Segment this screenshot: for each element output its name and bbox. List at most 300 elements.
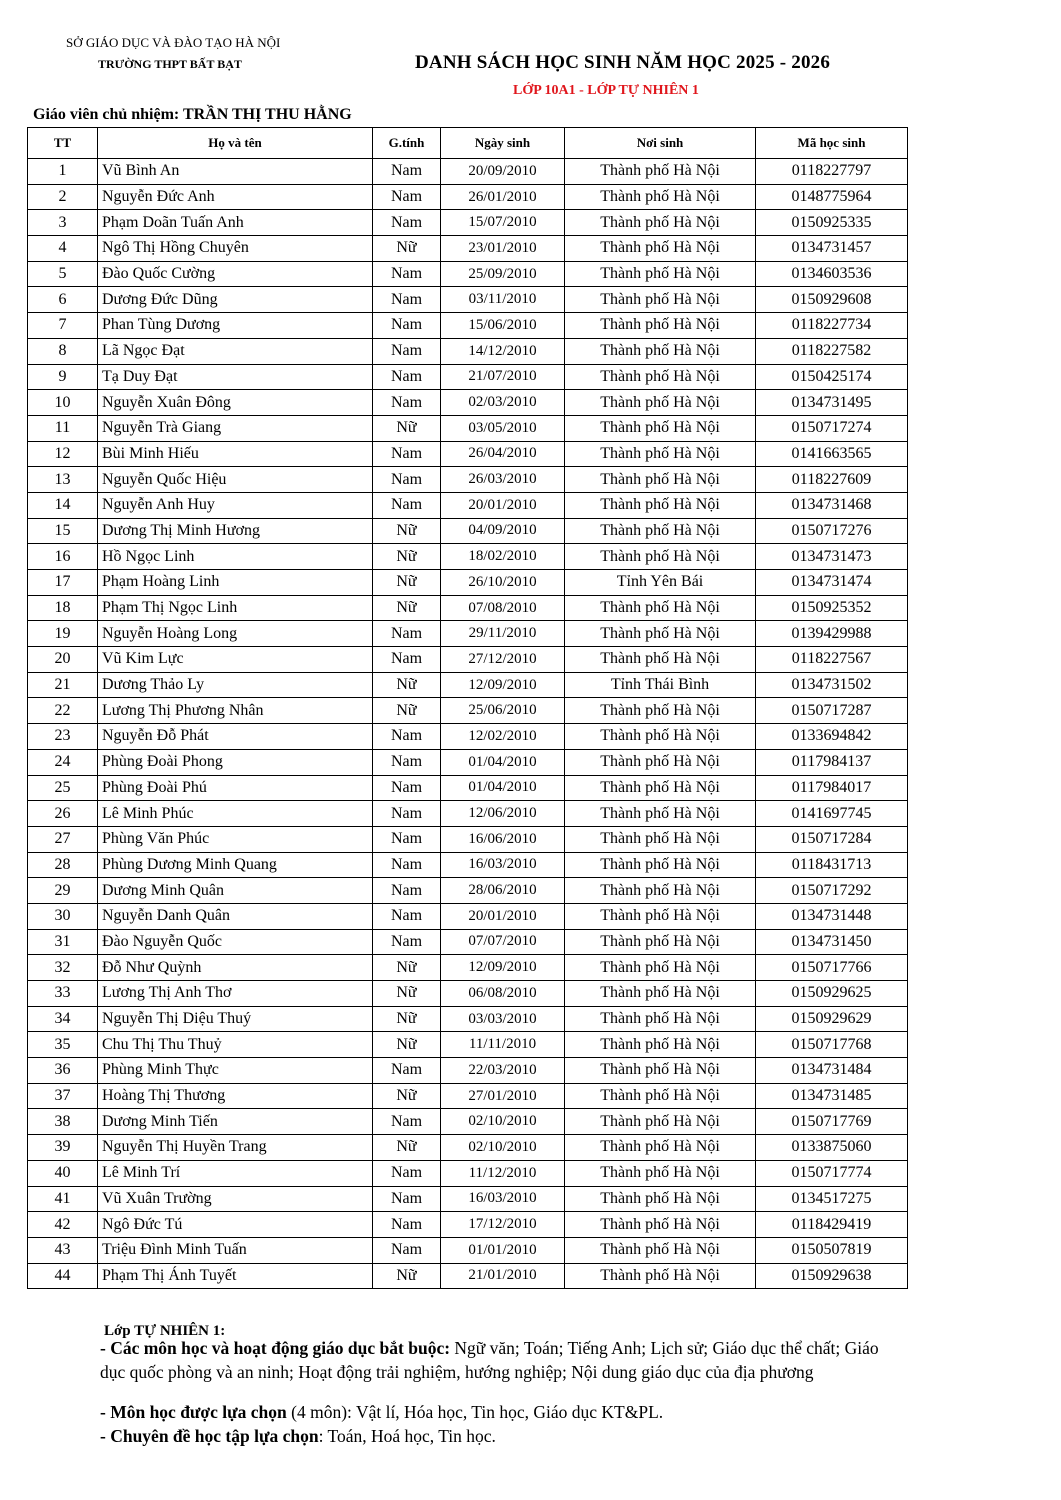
- student-birthdate: 14/12/2010: [441, 338, 565, 364]
- student-index: 41: [28, 1186, 98, 1212]
- table-row: [28, 852, 908, 878]
- student-index: 24: [28, 749, 98, 775]
- student-gender: Nam: [373, 441, 441, 467]
- student-id: 0118227582: [756, 338, 908, 364]
- school-name: TRƯỜNG THPT BẤT BẠT: [98, 57, 242, 71]
- student-gender: Nữ: [373, 595, 441, 621]
- student-birthplace: Thành phố Hà Nội: [565, 775, 756, 801]
- table-row: [28, 1006, 908, 1032]
- student-name: Nguyễn Anh Huy: [98, 492, 373, 518]
- student-index: 18: [28, 595, 98, 621]
- student-index: 12: [28, 441, 98, 467]
- student-name: Nguyễn Thị Diệu Thuý: [98, 1006, 373, 1032]
- student-gender: Nam: [373, 647, 441, 673]
- table-header-row: [28, 128, 908, 159]
- student-birthplace: Thành phố Hà Nội: [565, 1032, 756, 1058]
- student-birthdate: 26/04/2010: [441, 441, 565, 467]
- table-row: [28, 570, 908, 596]
- notes-title: Lớp TỰ NHIÊN 1:: [104, 1323, 226, 1339]
- student-gender: Nam: [373, 775, 441, 801]
- table-row: [28, 801, 908, 827]
- student-id: 0150929638: [756, 1263, 908, 1289]
- student-name: Phùng Đoài Phong: [98, 749, 373, 775]
- student-index: 8: [28, 338, 98, 364]
- table-row: [28, 1135, 908, 1161]
- student-birthplace: Thành phố Hà Nội: [565, 467, 756, 493]
- student-id: 0150717774: [756, 1160, 908, 1186]
- student-birthplace: Thành phố Hà Nội: [565, 1263, 756, 1289]
- student-id: 0134731468: [756, 492, 908, 518]
- table-row: [28, 1237, 908, 1263]
- student-birthplace: Thành phố Hà Nội: [565, 313, 756, 339]
- column-header-student-id: Mã học sinh: [756, 128, 908, 159]
- student-name: Phan Tùng Dương: [98, 313, 373, 339]
- student-id: 0134731457: [756, 236, 908, 262]
- table-row: [28, 878, 908, 904]
- student-id: 0133694842: [756, 724, 908, 750]
- student-name: Đào Quốc Cường: [98, 261, 373, 287]
- student-gender: Nam: [373, 724, 441, 750]
- student-birthplace: Thành phố Hà Nội: [565, 236, 756, 262]
- student-birthdate: 01/04/2010: [441, 749, 565, 775]
- student-index: 26: [28, 801, 98, 827]
- student-birthplace: Thành phố Hà Nội: [565, 595, 756, 621]
- table-row: [28, 338, 908, 364]
- student-birthplace: Thành phố Hà Nội: [565, 929, 756, 955]
- student-id: 0117984017: [756, 775, 908, 801]
- student-gender: Nam: [373, 1186, 441, 1212]
- student-birthdate: 02/03/2010: [441, 390, 565, 416]
- student-index: 29: [28, 878, 98, 904]
- student-birthplace: Thành phố Hà Nội: [565, 415, 756, 441]
- student-birthdate: 01/04/2010: [441, 775, 565, 801]
- student-gender: Nữ: [373, 518, 441, 544]
- table-row: [28, 184, 908, 210]
- table-row: [28, 749, 908, 775]
- student-gender: Nam: [373, 261, 441, 287]
- student-name: Dương Thảo Ly: [98, 672, 373, 698]
- student-birthplace: Thành phố Hà Nội: [565, 1160, 756, 1186]
- table-row: [28, 698, 908, 724]
- table-row: [28, 287, 908, 313]
- student-name: Nguyễn Thị Huyền Trang: [98, 1135, 373, 1161]
- student-gender: Nam: [373, 1109, 441, 1135]
- student-id: 0134731484: [756, 1058, 908, 1084]
- table-row: [28, 1263, 908, 1289]
- student-index: 15: [28, 518, 98, 544]
- student-name: Lương Thị Phương Nhân: [98, 698, 373, 724]
- student-id: 0134731485: [756, 1083, 908, 1109]
- student-id: 0150717292: [756, 878, 908, 904]
- student-id: 0118431713: [756, 852, 908, 878]
- student-name: Phạm Thị Ánh Tuyết: [98, 1263, 373, 1289]
- student-birthplace: Thành phố Hà Nội: [565, 1109, 756, 1135]
- student-birthdate: 11/12/2010: [441, 1160, 565, 1186]
- student-id: 0150717274: [756, 415, 908, 441]
- student-id: 0150925335: [756, 210, 908, 236]
- student-name: Ngô Đức Tú: [98, 1212, 373, 1238]
- student-index: 23: [28, 724, 98, 750]
- student-id: 0150717766: [756, 955, 908, 981]
- student-index: 6: [28, 287, 98, 313]
- student-gender: Nam: [373, 878, 441, 904]
- student-gender: Nữ: [373, 570, 441, 596]
- student-birthdate: 25/06/2010: [441, 698, 565, 724]
- student-index: 3: [28, 210, 98, 236]
- student-birthdate: 22/03/2010: [441, 1058, 565, 1084]
- student-birthdate: 21/07/2010: [441, 364, 565, 390]
- mandatory-subjects-note: [100, 1336, 900, 1396]
- student-id: 0134603536: [756, 261, 908, 287]
- student-name: Lã Ngọc Đạt: [98, 338, 373, 364]
- student-birthdate: 07/08/2010: [441, 595, 565, 621]
- student-birthdate: 06/08/2010: [441, 981, 565, 1007]
- table-row: [28, 518, 908, 544]
- table-row: [28, 929, 908, 955]
- student-birthplace: Thành phố Hà Nội: [565, 390, 756, 416]
- column-header-index: TT: [28, 128, 98, 159]
- elective-subjects-note: [100, 1400, 900, 1424]
- table-row: [28, 1083, 908, 1109]
- student-id: 0118227797: [756, 159, 908, 185]
- table-row: [28, 621, 908, 647]
- table-row: [28, 364, 908, 390]
- student-index: 42: [28, 1212, 98, 1238]
- student-gender: Nam: [373, 467, 441, 493]
- student-id: 0118227567: [756, 647, 908, 673]
- student-birthplace: Thành phố Hà Nội: [565, 647, 756, 673]
- student-id: 0117984137: [756, 749, 908, 775]
- table-row: [28, 467, 908, 493]
- student-name: Hồ Ngọc Linh: [98, 544, 373, 570]
- student-birthplace: Thành phố Hà Nội: [565, 621, 756, 647]
- student-name: Lê Minh Phúc: [98, 801, 373, 827]
- student-birthdate: 07/07/2010: [441, 929, 565, 955]
- student-id: 0134731450: [756, 929, 908, 955]
- department-name: SỞ GIÁO DỤC VÀ ĐÀO TẠO HÀ NỘI: [66, 35, 281, 50]
- student-index: 2: [28, 184, 98, 210]
- student-id: 0134731473: [756, 544, 908, 570]
- student-index: 20: [28, 647, 98, 673]
- table-row: [28, 261, 908, 287]
- student-name: Vũ Xuân Trường: [98, 1186, 373, 1212]
- student-name: Phùng Đoài Phú: [98, 775, 373, 801]
- student-gender: Nữ: [373, 981, 441, 1007]
- student-gender: Nữ: [373, 415, 441, 441]
- student-birthdate: 02/10/2010: [441, 1135, 565, 1161]
- student-id: 0141663565: [756, 441, 908, 467]
- table-row: [28, 981, 908, 1007]
- student-gender: Nam: [373, 749, 441, 775]
- student-name: Dương Minh Quân: [98, 878, 373, 904]
- student-birthplace: Thành phố Hà Nội: [565, 1083, 756, 1109]
- student-index: 5: [28, 261, 98, 287]
- table-row: [28, 647, 908, 673]
- student-id: 0134517275: [756, 1186, 908, 1212]
- student-birthdate: 26/10/2010: [441, 570, 565, 596]
- student-id: 0150929629: [756, 1006, 908, 1032]
- student-birthdate: 29/11/2010: [441, 621, 565, 647]
- table-row: [28, 390, 908, 416]
- student-name: Chu Thị Thu Thuỷ: [98, 1032, 373, 1058]
- student-birthdate: 25/09/2010: [441, 261, 565, 287]
- student-id: 0141697745: [756, 801, 908, 827]
- student-index: 38: [28, 1109, 98, 1135]
- student-birthplace: Thành phố Hà Nội: [565, 159, 756, 185]
- table-row: [28, 1186, 908, 1212]
- student-id: 0134731495: [756, 390, 908, 416]
- student-birthdate: 12/06/2010: [441, 801, 565, 827]
- student-gender: Nữ: [373, 1083, 441, 1109]
- student-name: Nguyễn Đức Anh: [98, 184, 373, 210]
- student-gender: Nữ: [373, 1263, 441, 1289]
- student-birthdate: 23/01/2010: [441, 236, 565, 262]
- student-gender: Nam: [373, 492, 441, 518]
- student-index: 39: [28, 1135, 98, 1161]
- student-name: Dương Thị Minh Hương: [98, 518, 373, 544]
- student-birthplace: Thành phố Hà Nội: [565, 724, 756, 750]
- student-birthdate: 12/09/2010: [441, 672, 565, 698]
- student-id: 0118429419: [756, 1212, 908, 1238]
- table-row: [28, 415, 908, 441]
- homeroom-teacher: Giáo viên chủ nhiệm: TRẦN THỊ THU HẰNG: [33, 106, 352, 123]
- student-birthdate: 12/09/2010: [441, 955, 565, 981]
- student-name: Dương Đức Dũng: [98, 287, 373, 313]
- elective-topics-text: : Toán, Hoá học, Tin học.: [318, 1426, 496, 1446]
- student-gender: Nam: [373, 801, 441, 827]
- student-id: 0134731502: [756, 672, 908, 698]
- student-birthdate: 27/12/2010: [441, 647, 565, 673]
- student-gender: Nam: [373, 929, 441, 955]
- student-gender: Nam: [373, 364, 441, 390]
- student-birthplace: Thành phố Hà Nội: [565, 878, 756, 904]
- student-birthdate: 03/05/2010: [441, 415, 565, 441]
- student-table-body: [28, 159, 908, 1289]
- student-birthdate: 16/03/2010: [441, 852, 565, 878]
- student-birthdate: 27/01/2010: [441, 1083, 565, 1109]
- table-row: [28, 672, 908, 698]
- student-gender: Nam: [373, 1237, 441, 1263]
- student-name: Hoàng Thị Thương: [98, 1083, 373, 1109]
- student-birthdate: 26/01/2010: [441, 184, 565, 210]
- student-id: 0118227734: [756, 313, 908, 339]
- student-birthplace: Thành phố Hà Nội: [565, 338, 756, 364]
- student-index: 43: [28, 1237, 98, 1263]
- student-id: 0150717287: [756, 698, 908, 724]
- table-row: [28, 1032, 908, 1058]
- column-header-name: Họ và tên: [98, 128, 373, 159]
- table-row: [28, 210, 908, 236]
- student-id: 0150717276: [756, 518, 908, 544]
- student-index: 34: [28, 1006, 98, 1032]
- student-gender: Nam: [373, 390, 441, 416]
- student-birthdate: 15/07/2010: [441, 210, 565, 236]
- student-birthdate: 28/06/2010: [441, 878, 565, 904]
- student-gender: Nam: [373, 1212, 441, 1238]
- student-gender: Nữ: [373, 698, 441, 724]
- student-name: Phạm Thị Ngọc Linh: [98, 595, 373, 621]
- student-name: Nguyễn Quốc Hiệu: [98, 467, 373, 493]
- student-birthdate: 12/02/2010: [441, 724, 565, 750]
- student-name: Nguyễn Trà Giang: [98, 415, 373, 441]
- student-id: 0134731448: [756, 903, 908, 929]
- student-birthdate: 01/01/2010: [441, 1237, 565, 1263]
- column-header-gender: G.tính: [373, 128, 441, 159]
- table-row: [28, 492, 908, 518]
- student-index: 35: [28, 1032, 98, 1058]
- student-id: 0150717769: [756, 1109, 908, 1135]
- student-index: 9: [28, 364, 98, 390]
- student-index: 13: [28, 467, 98, 493]
- student-gender: Nam: [373, 338, 441, 364]
- student-gender: Nữ: [373, 544, 441, 570]
- student-birthplace: Thành phố Hà Nội: [565, 364, 756, 390]
- student-index: 36: [28, 1058, 98, 1084]
- student-birthplace: Thành phố Hà Nội: [565, 184, 756, 210]
- student-birthdate: 16/03/2010: [441, 1186, 565, 1212]
- student-id: 0139429988: [756, 621, 908, 647]
- student-birthplace: Tỉnh Yên Bái: [565, 570, 756, 596]
- student-birthplace: Thành phố Hà Nội: [565, 492, 756, 518]
- table-row: [28, 775, 908, 801]
- table-row: [28, 595, 908, 621]
- table-row: [28, 826, 908, 852]
- student-birthdate: 21/01/2010: [441, 1263, 565, 1289]
- student-name: Phùng Văn Phúc: [98, 826, 373, 852]
- student-index: 1: [28, 159, 98, 185]
- student-gender: Nam: [373, 852, 441, 878]
- student-gender: Nữ: [373, 236, 441, 262]
- student-name: Nguyễn Hoàng Long: [98, 621, 373, 647]
- student-index: 22: [28, 698, 98, 724]
- student-birthdate: 02/10/2010: [441, 1109, 565, 1135]
- student-gender: Nữ: [373, 1032, 441, 1058]
- table-row: [28, 724, 908, 750]
- student-name: Nguyễn Xuân Đông: [98, 390, 373, 416]
- student-birthplace: Thành phố Hà Nội: [565, 1237, 756, 1263]
- student-birthdate: 04/09/2010: [441, 518, 565, 544]
- elective-subjects-label: - Môn học được lựa chọn: [100, 1402, 287, 1422]
- student-birthdate: 03/03/2010: [441, 1006, 565, 1032]
- student-name: Triệu Đình Minh Tuấn: [98, 1237, 373, 1263]
- student-birthplace: Thành phố Hà Nội: [565, 518, 756, 544]
- table-row: [28, 236, 908, 262]
- student-birthplace: Thành phố Hà Nội: [565, 801, 756, 827]
- student-name: Lương Thị Anh Thơ: [98, 981, 373, 1007]
- student-birthplace: Thành phố Hà Nội: [565, 903, 756, 929]
- column-header-birthplace: Nơi sinh: [565, 128, 756, 159]
- student-birthplace: Tỉnh Thái Bình: [565, 672, 756, 698]
- student-id: 0150717284: [756, 826, 908, 852]
- student-name: Đỗ Như Quỳnh: [98, 955, 373, 981]
- elective-topics-label: - Chuyên đề học tập lựa chọn: [100, 1426, 319, 1446]
- student-birthplace: Thành phố Hà Nội: [565, 698, 756, 724]
- student-birthplace: Thành phố Hà Nội: [565, 1006, 756, 1032]
- student-gender: Nữ: [373, 672, 441, 698]
- student-name: Phạm Doãn Tuấn Anh: [98, 210, 373, 236]
- student-id: 0150717768: [756, 1032, 908, 1058]
- student-gender: Nam: [373, 184, 441, 210]
- student-birthdate: 11/11/2010: [441, 1032, 565, 1058]
- student-id: 0150929625: [756, 981, 908, 1007]
- student-index: 19: [28, 621, 98, 647]
- student-index: 10: [28, 390, 98, 416]
- student-index: 11: [28, 415, 98, 441]
- student-gender: Nam: [373, 826, 441, 852]
- table-row: [28, 544, 908, 570]
- student-birthplace: Thành phố Hà Nội: [565, 544, 756, 570]
- student-id: 0150507819: [756, 1237, 908, 1263]
- student-birthdate: 16/06/2010: [441, 826, 565, 852]
- student-gender: Nữ: [373, 1135, 441, 1161]
- table-row: [28, 313, 908, 339]
- student-name: Phạm Hoàng Linh: [98, 570, 373, 596]
- mandatory-subjects-text: Ngữ văn; Toán; Tiếng Anh; Lịch sử; Giáo dục thể chất; Giáo dục quốc phòng và an ninh; Hoạt động trải nghiệm, hướng nghiệp; Nội dung giáo dục của địa phương: [100, 1338, 879, 1382]
- student-table: [27, 127, 908, 1289]
- student-gender: Nam: [373, 287, 441, 313]
- student-birthplace: Thành phố Hà Nội: [565, 441, 756, 467]
- table-row: [28, 1160, 908, 1186]
- student-gender: Nam: [373, 1058, 441, 1084]
- table-row: [28, 1109, 908, 1135]
- student-birthdate: 20/01/2010: [441, 492, 565, 518]
- student-index: 14: [28, 492, 98, 518]
- student-index: 28: [28, 852, 98, 878]
- table-row: [28, 903, 908, 929]
- student-index: 30: [28, 903, 98, 929]
- student-id: 0150425174: [756, 364, 908, 390]
- student-birthdate: 18/02/2010: [441, 544, 565, 570]
- student-index: 16: [28, 544, 98, 570]
- student-birthplace: Thành phố Hà Nội: [565, 826, 756, 852]
- student-id: 0150925352: [756, 595, 908, 621]
- elective-topics-note: [100, 1424, 900, 1448]
- student-name: Đào Nguyễn Quốc: [98, 929, 373, 955]
- student-index: 27: [28, 826, 98, 852]
- student-gender: Nam: [373, 313, 441, 339]
- student-name: Phùng Dương Minh Quang: [98, 852, 373, 878]
- student-birthplace: Thành phố Hà Nội: [565, 1135, 756, 1161]
- student-id: 0118227609: [756, 467, 908, 493]
- student-gender: Nam: [373, 159, 441, 185]
- student-birthplace: Thành phố Hà Nội: [565, 749, 756, 775]
- column-header-birthdate: Ngày sinh: [441, 128, 565, 159]
- student-name: Nguyễn Đỗ Phát: [98, 724, 373, 750]
- table-row: [28, 441, 908, 467]
- student-gender: Nam: [373, 1160, 441, 1186]
- student-id: 0134731474: [756, 570, 908, 596]
- student-gender: Nam: [373, 621, 441, 647]
- elective-subjects-text: (4 môn): Vật lí, Hóa học, Tin học, Giáo dục KT&PL.: [286, 1402, 664, 1422]
- student-gender: Nữ: [373, 1006, 441, 1032]
- student-index: 32: [28, 955, 98, 981]
- student-gender: Nữ: [373, 955, 441, 981]
- student-name: Tạ Duy Đạt: [98, 364, 373, 390]
- mandatory-subjects-label: - Các môn học và hoạt động giáo dục bắt buộc:: [100, 1338, 451, 1358]
- student-id: 0148775964: [756, 184, 908, 210]
- student-index: 7: [28, 313, 98, 339]
- table-row: [28, 1212, 908, 1238]
- student-birthdate: 03/11/2010: [441, 287, 565, 313]
- page-title: DANH SÁCH HỌC SINH NĂM HỌC 2025 - 2026: [415, 52, 831, 73]
- student-id: 0150929608: [756, 287, 908, 313]
- student-index: 25: [28, 775, 98, 801]
- table-row: [28, 1058, 908, 1084]
- student-birthdate: 20/01/2010: [441, 903, 565, 929]
- student-birthdate: 26/03/2010: [441, 467, 565, 493]
- student-name: Nguyễn Danh Quân: [98, 903, 373, 929]
- table-row: [28, 955, 908, 981]
